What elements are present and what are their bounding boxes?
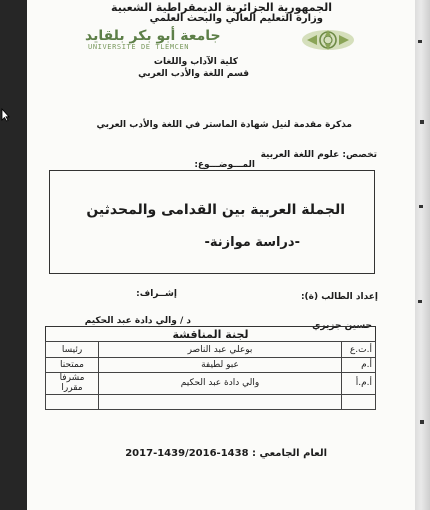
subject-label: المـــوضـــوع: bbox=[194, 160, 255, 170]
student-label: إعداد الطالب (ة): bbox=[300, 292, 378, 302]
thesis-title-box bbox=[49, 170, 375, 274]
specialty-line: تخصص: علوم اللغة العربية bbox=[260, 150, 377, 160]
thesis-purpose: مذكرة مقدمة لنيل شهادة الماستر في اللغة والأدب العربي bbox=[96, 120, 352, 130]
department-line: قسم اللغة والأدب العربي bbox=[138, 69, 249, 79]
university-logo bbox=[85, 28, 385, 54]
university-logo-french: UNIVERSITÉ DE TLEMCEN bbox=[88, 43, 190, 51]
member-role: مشرفا مقررا bbox=[46, 373, 99, 395]
scanner-background bbox=[0, 0, 27, 510]
university-logo-arabic: جامعة أبو بكر بلقايد bbox=[85, 28, 221, 44]
ministry-line: وزارة التعليم العالي والبحث العلمي bbox=[149, 13, 323, 24]
mouse-cursor-icon bbox=[1, 108, 10, 122]
thesis-subtitle: -دراسة موازنة- bbox=[204, 235, 300, 250]
republic-line: الجمهورية الجزائرية الديمقراطية الشعبية bbox=[111, 1, 332, 14]
faculty-line: كلية الآداب واللغات bbox=[153, 57, 238, 67]
member-name: والي دادة عبد الحكيم bbox=[99, 373, 342, 395]
thesis-title: الجملة العربية بين القدامى والمحدثين bbox=[86, 202, 345, 218]
member-name: عبو لطيفة bbox=[99, 357, 342, 372]
page-edge bbox=[415, 0, 430, 510]
member-rank: أ.م.أ bbox=[342, 373, 376, 395]
academic-year: العام الجامعي : 1438-1439/2016-2017 bbox=[125, 448, 327, 459]
committee-row bbox=[46, 373, 376, 395]
committee-title-row bbox=[46, 327, 376, 342]
member-rank: أ.م bbox=[342, 357, 376, 372]
supervisor-name: د / والي دادة عبد الحكيم bbox=[84, 316, 191, 326]
member-role: رئيسا bbox=[46, 342, 99, 357]
committee-table bbox=[45, 326, 376, 410]
committee-row bbox=[46, 342, 376, 357]
committee-empty-row bbox=[46, 394, 376, 409]
member-role: ممتحنا bbox=[46, 357, 99, 372]
committee-row bbox=[46, 357, 376, 372]
university-emblem-icon bbox=[301, 28, 356, 52]
committee-title: لجنة المناقشة bbox=[172, 327, 249, 341]
supervisor-label: إشــراف: bbox=[136, 289, 177, 299]
member-name: بوعلي عبد الناصر bbox=[99, 342, 342, 357]
member-rank: أ.ت.ع bbox=[342, 342, 376, 357]
student-name: حسين جزيري bbox=[312, 321, 372, 331]
